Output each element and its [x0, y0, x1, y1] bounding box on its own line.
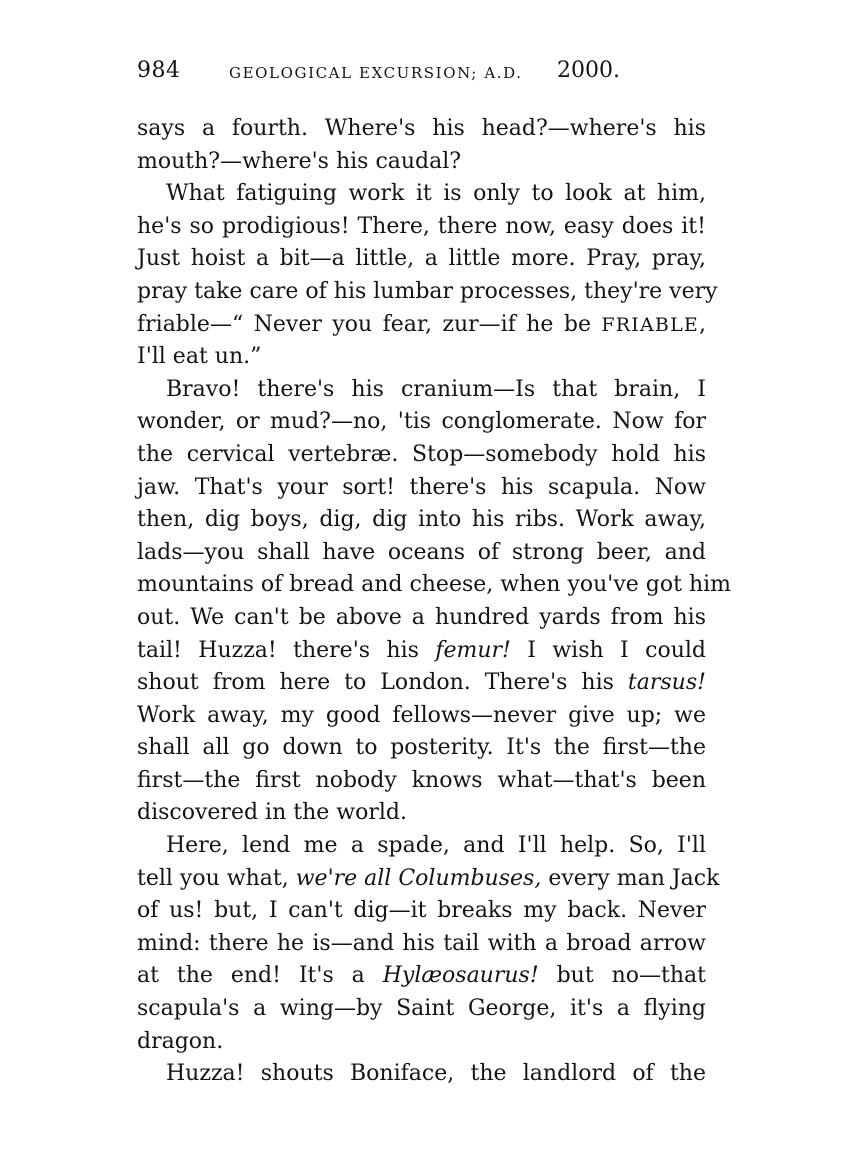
running-head-title: GEOLOGICAL EXCURSION; A.D. [229, 64, 523, 82]
text-line: Just hoist a bit—a little, a little more. Pray, pray, [137, 246, 706, 272]
text-line: he's so prodigious! There, there now, easy does it! [137, 213, 706, 239]
italic-word: tarsus! [627, 670, 706, 696]
text-line: scapula's a wing—by Saint George, it's a flying [137, 996, 706, 1022]
text-line: tail! Huzza! there's his femur! I wish I could [137, 637, 706, 663]
italic-phrase: we're all Columbuses, [295, 865, 542, 891]
text-line: Bravo! there's his cranium—Is that brain, I [166, 376, 706, 402]
italic-word: Hylæosaurus! [382, 963, 539, 989]
text-line: Here, lend me a spade, and I'll help. So, I'll [166, 833, 706, 859]
running-head-year: 2000. [557, 58, 620, 83]
page-number: 984 [137, 58, 181, 83]
text-line: shout from here to London. There's his tarsus! [137, 670, 706, 696]
text-line: says a fourth. Where's his head?—where's his [137, 116, 706, 141]
text-line: I'll eat un.” [137, 344, 262, 370]
text-line: lads—you shall have oceans of strong beer, and [137, 539, 706, 565]
text-line: shall all go down to posterity. It's the first—the [137, 735, 706, 761]
text-line: wonder, or mud?—no, 'tis conglomerate. Now for [137, 409, 706, 435]
text-line: then, dig boys, dig, dig into his ribs. Work away, [137, 507, 706, 533]
body-text [137, 113, 732, 1091]
text-line: discovered in the world. [137, 800, 407, 826]
text-line: the cervical vertebræ. Stop—somebody hold his [137, 441, 706, 467]
text-line: mountains of bread and cheese, when you've got him [137, 572, 732, 598]
text-line: tell you what, we're all Columbuses, every man Jack [137, 865, 720, 891]
text-line: dragon. [137, 1028, 224, 1054]
text-line: Huzza! shouts Boniface, the landlord of the [166, 1061, 706, 1087]
small-caps-word: FRIABLE [601, 313, 699, 336]
text-line: friable—“ Never you fear, zur—if he be FRIABLE, [137, 311, 706, 337]
text-line: jaw. That's your sort! there's his scapula. Now [137, 474, 706, 500]
text-line: first—the first nobody knows what—that's been [137, 767, 706, 793]
italic-word: femur! [435, 637, 511, 663]
text-line: of us! but, I can't dig—it breaks my back. Never [137, 898, 706, 924]
text-line: mind: there he is—and his tail with a broad arrow [137, 930, 706, 956]
text-line: mouth?—where's his caudal? [137, 148, 462, 174]
text-line: Work away, my good fellows—never give up; we [137, 702, 706, 728]
text-line: out. We can't be above a hundred yards from his [137, 604, 706, 630]
text-line: pray take care of his lumbar processes, they're very [137, 278, 718, 304]
text-line: at the end! It's a Hylæosaurus! but no—that [137, 963, 706, 989]
running-head [137, 58, 712, 90]
text-line: What fatiguing work it is only to look at him, [166, 181, 706, 207]
